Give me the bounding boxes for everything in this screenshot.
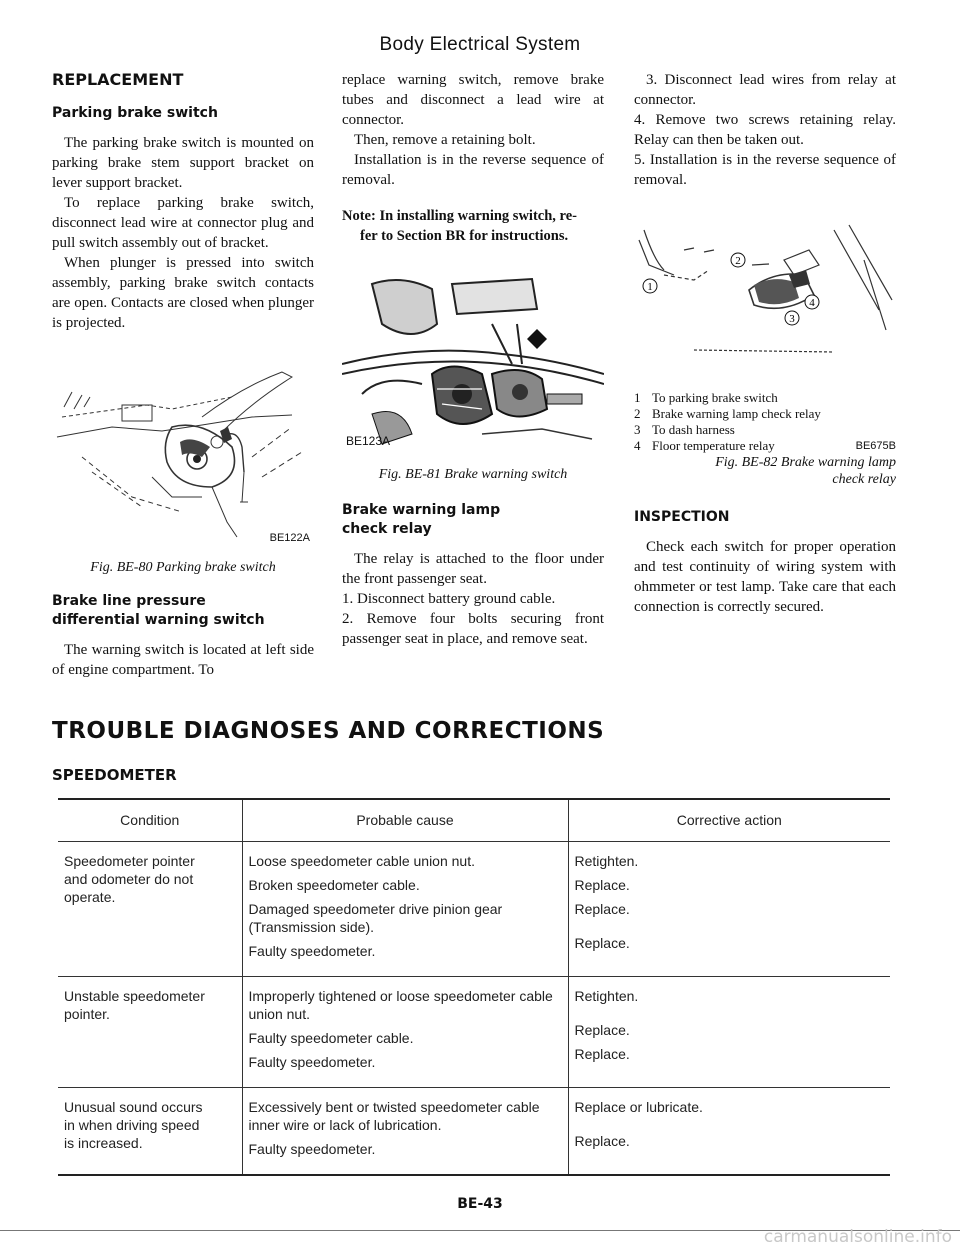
check-relay-illustration	[634, 220, 896, 380]
condition-cell: Speedometer pointer and odometer do not operate.	[58, 841, 242, 976]
paragraph: To replace parking brake switch, disconnect lead wire at connector plug and pull switch assembly out of bracket.	[52, 195, 314, 251]
figure-code: BE123A	[346, 434, 391, 448]
legend-item: 3 To dash harness	[634, 422, 735, 437]
parking-brake-switch-illustration	[52, 347, 314, 552]
figure-legend	[634, 390, 896, 454]
cause-cell: Excessively bent or twisted speedometer cable inner wire or lack of lubrication. Faulty speedometer.	[242, 1087, 568, 1175]
column-right	[634, 70, 896, 617]
paragraph: Then, remove a retaining bolt.	[354, 132, 536, 148]
action-cell: Retighten. Replace. Replace. Replace.	[568, 841, 890, 976]
paragraph: 2. Remove four bolts securing front passenger seat in place, and remove seat.	[342, 611, 604, 647]
subheading-differential-warning-switch	[52, 592, 314, 630]
speedometer-diagnosis-table	[58, 798, 890, 1176]
column-header-probable-cause: Probable cause	[242, 799, 568, 841]
paragraph: 5. Installation is in the reverse sequence of removal.	[634, 152, 896, 188]
column-header-condition: Condition	[58, 799, 242, 841]
watermark: carmanualsonline.info	[763, 1227, 952, 1247]
paragraph: The warning switch is located at left side of engine compartment. To	[52, 642, 314, 678]
table-row	[58, 976, 890, 1087]
caption-line: check relay	[832, 472, 896, 487]
cause-cell: Improperly tightened or loose speedometer cable union nut. Faulty speedometer cable. Faulty speedometer.	[242, 976, 568, 1087]
figure-caption: Fig. BE-81 Brake warning switch	[378, 467, 568, 482]
note-line: fer to Section BR for instructions.	[360, 228, 569, 244]
paragraph: replace warning switch, remove brake tubes and disconnect a lead wire at connector.	[342, 72, 604, 128]
figure-parking-brake-switch	[52, 347, 314, 552]
brake-warning-switch-photo	[342, 264, 604, 459]
note-line: Note: In installing warning switch, re-	[342, 208, 577, 224]
legend-item: 1 To parking brake switch	[634, 390, 778, 405]
paragraph: The relay is attached to the floor under the front passenger seat.	[342, 551, 604, 587]
paragraph: When plunger is pressed into switch assembly, parking brake switch contacts are open. Contacts are closed when plunger is projected.	[52, 255, 314, 331]
action-cell: Replace or lubricate. Replace.	[568, 1087, 890, 1175]
subheading-line: differential warning switch	[52, 612, 265, 628]
figure-brake-warning-switch	[342, 264, 604, 459]
figure-code: BE675B	[855, 440, 896, 452]
subheading-parking-brake-switch: Parking brake switch	[52, 105, 218, 121]
note	[342, 206, 604, 246]
callout-2: 2	[735, 255, 741, 267]
table-header-row	[58, 799, 890, 841]
callout-3: 3	[789, 313, 795, 325]
page-number: BE-43	[457, 1196, 503, 1212]
trouble-diagnoses-title: TROUBLE DIAGNOSES AND CORRECTIONS	[52, 718, 605, 744]
section-heading-replacement: REPLACEMENT	[52, 70, 184, 89]
action-cell: Retighten. Replace. Replace.	[568, 976, 890, 1087]
page-header: Body Electrical System	[379, 34, 581, 55]
callout-1: 1	[647, 281, 653, 293]
condition-cell: Unusual sound occurs in when driving speed is increased.	[58, 1087, 242, 1175]
legend-item: 2 Brake warning lamp check relay	[634, 406, 821, 421]
paragraph: Installation is in the reverse sequence of removal.	[342, 152, 604, 188]
subheading-brake-warning-lamp	[342, 501, 604, 539]
callout-4: 4	[809, 297, 815, 309]
table-row	[58, 841, 890, 976]
speedometer-title: SPEEDOMETER	[52, 766, 177, 784]
condition-cell: Unstable speedometer pointer.	[58, 976, 242, 1087]
figure-caption	[634, 454, 896, 488]
caption-line: Fig. BE-82 Brake warning lamp	[715, 455, 896, 470]
column-header-corrective-action: Corrective action	[568, 799, 890, 841]
subheading-inspection: INSPECTION	[634, 509, 730, 525]
table-row	[58, 1087, 890, 1175]
column-middle	[342, 70, 604, 649]
subheading-line: Brake line pressure	[52, 593, 206, 609]
paragraph: 4. Remove two screws retaining relay. Relay can then be taken out.	[634, 112, 896, 148]
paragraph: 3. Disconnect lead wires from relay at connector.	[634, 72, 896, 108]
subheading-line: check relay	[342, 521, 432, 537]
legend-item: 4 Floor temperature relay BE675B	[634, 438, 896, 453]
figure-check-relay	[634, 220, 896, 380]
paragraph: Check each switch for proper operation and test continuity of wiring system with ohmmeter or test lamp. Take care that each connection is correctly secured.	[634, 539, 896, 615]
subheading-line: Brake warning lamp	[342, 502, 501, 518]
paragraph: The parking brake switch is mounted on parking brake stem support bracket on lever support bracket.	[52, 135, 314, 191]
figure-caption: Fig. BE-80 Parking brake switch	[90, 560, 276, 575]
figure-code: BE122A	[269, 532, 310, 544]
cause-cell: Loose speedometer cable union nut. Broken speedometer cable. Damaged speedometer drive pinion gear (Transmission side). Faulty speedometer.	[242, 841, 568, 976]
column-left	[52, 70, 314, 680]
paragraph: 1. Disconnect battery ground cable.	[342, 591, 556, 607]
